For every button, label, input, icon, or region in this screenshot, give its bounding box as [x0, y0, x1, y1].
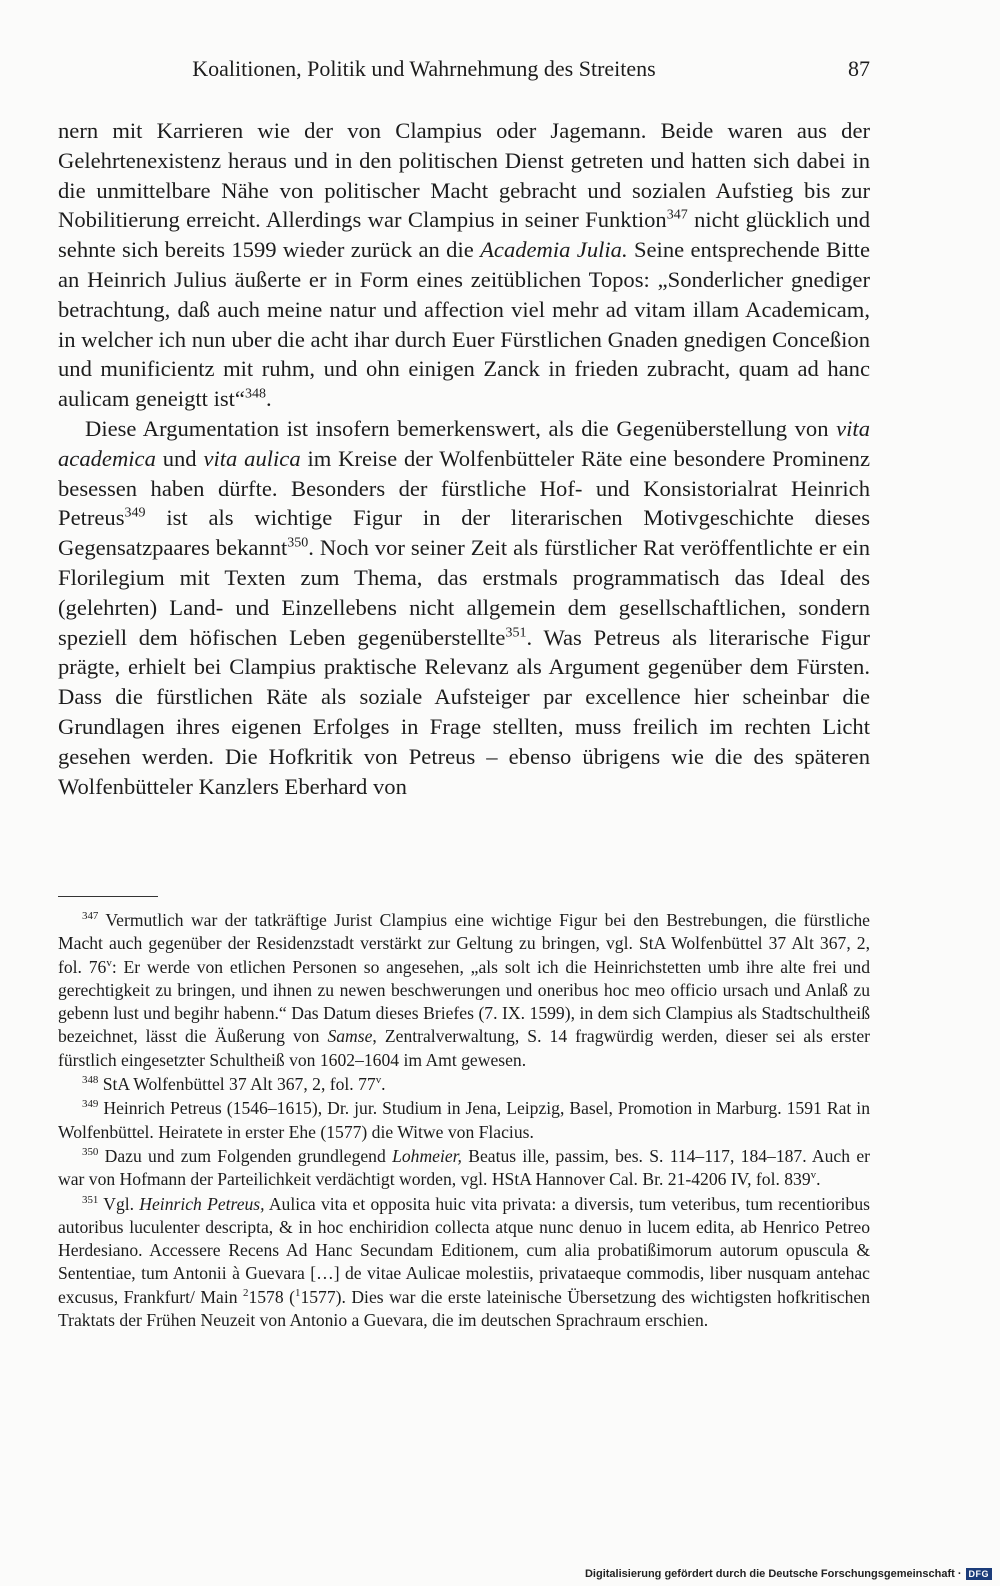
italic-author: Heinrich Petreus, — [139, 1193, 265, 1214]
digitization-footer — [585, 1568, 992, 1580]
footnote-number: 350 — [82, 1146, 99, 1159]
footnote-number: 349 — [82, 1098, 99, 1111]
text-run: . — [265, 386, 272, 412]
text-run: : Er werde von etlichen Personen so angesehen, „als solt ich die Heinrichstetten umb ihre alte frei und gerechtigkeit zu bringen, und ihnen zu newen beschwerungen und oneribus hoc meo officio ursach und Anlaß zu gebenn lust und begihr habenn.“ Das Datum dieses Briefes (7. IX. 1599), in dem sich Clampius als Stadtschultheiß bezeichnet, lässt die Äußerung von — [58, 956, 871, 1047]
paragraph-1 — [58, 116, 870, 414]
footnote-number: 348 — [82, 1074, 99, 1087]
dfg-logo: DFG — [966, 1568, 993, 1580]
text-run: StA Wolfenbüttel 37 Alt 367, 2, fol. 77 — [98, 1074, 376, 1095]
footnote-349 — [58, 1097, 870, 1144]
footnote-348 — [58, 1073, 870, 1096]
italic-term: Academia Julia. — [480, 237, 628, 263]
text-run: Heinrich Petreus (1546–1615), Dr. jur. Studium in Jena, Leipzig, Basel, Promotion in Marburg. 1591 Rat in Wolfenbüttel. Heiratete in erster Ehe (1577) die Witwe von Flacius. — [58, 1098, 870, 1142]
text-run: im Kreise der Wolfenbütteler Räte eine besondere Prominenz besessen haben dürfte. Besonders der fürstliche Hof- und Konsistorialrat Heinrich Petreus — [58, 445, 870, 531]
text-run: , Zentralverwaltung, S. 14 fragwürdig werden, dieser sei als erster fürstlich eingesetzter Schultheiß von 1602–1604 im Amt gewesen. — [58, 1026, 870, 1070]
footnote-ref-349: 349 — [124, 505, 146, 521]
text-run: Vgl. — [98, 1193, 140, 1214]
running-title: Koalitionen, Politik und Wahrnehmung des Streitens — [192, 56, 656, 81]
text-run: . — [381, 1074, 386, 1095]
footnote-ref-351: 351 — [505, 625, 527, 641]
superscript: 2 — [243, 1286, 249, 1299]
paragraph-2 — [58, 414, 870, 801]
text-run: . Was Petreus als literarische Figur prägte, erhielt bei Clampius praktische Relevanz als Argument gegenüber dem Fürsten. Dass die fürstlichen Räte als soziale Aufsteiger par excellence hier scheinbar die Grundlagen ihres eigenen Erfolges in Frage stellten, muss freilich im rechten Licht gesehen werden. Die Hofkritik von Petreus – ebenso übrigens wie die des späteren Wolfenbütteler Kanzlers Eberhard von — [58, 624, 870, 799]
funding-credit: Digitalisierung gefördert durch die Deutsche Forschungsgemeinschaft · — [584, 1568, 962, 1580]
text-run: und — [155, 445, 204, 471]
footnote-separator — [58, 896, 158, 897]
footnote-ref-350: 350 — [287, 535, 309, 551]
text-run: . — [816, 1169, 821, 1190]
footnote-ref-347: 347 — [666, 207, 688, 223]
text-run: 1577). Dies war die erste lateinische Übersetzung des wichtigsten hofkritischen Traktats der Frühen Neuzeit von Antonio a Guevara, die im deutschen Sprachraum erschien. — [58, 1286, 870, 1331]
footnote-351 — [58, 1193, 870, 1333]
superscript: v — [810, 1169, 817, 1182]
text-run: Vermutlich war der tatkräftige Jurist Clampius eine wichtige Figur bei den Bestrebungen, die fürstliche Macht auch gegenüber der Residenzstadt verstärkt zur Geltung zu bringen, vgl. StA Wolfenbüttel 37 Alt 367, 2, fol. 76 — [58, 910, 870, 977]
text-run: nern mit Karrieren wie der von Clampius oder Jagemann. Beide waren aus der Gelehrtenexistenz heraus und in den politischen Dienst getreten und hatten sich dabei in die unmittelbare Nähe von politischer Macht gebracht und sozialen Aufstieg bis zur Nobilitierung erreicht. Allerdings war Clampius in seiner Funktion — [58, 118, 870, 233]
italic-term: vita academica — [58, 415, 870, 471]
superscript: v — [375, 1074, 382, 1087]
text-run: Aulica vita et opposita huic vita privata: a diversis, tum veteribus, tum recentioribus autoribus luculenter descripta, & in hoc enchiridion collecta atque nunc denuo in lucem edita, ab Henrico Petreo Herdesiano. Accessere Recens Ad Hanc Secundam Editionem, cum alia probatißimorum autorum opuscula & Sententiae, tum Antonii à Guevara […] de vitae Aulicae molestiis, privataeque commodis, liber nusquam antehac excusus, Frankfurt/ Main — [58, 1193, 870, 1307]
text-run: Diese Argumentation ist insofern bemerkenswert, als die Gegenüberstellung von — [85, 415, 837, 441]
text-run: Beatus ille, passim, bes. S. 114–117, 184–187. Auch er war von Hofmann der Parteilichkeit verdächtigt worden, vgl. HStA Hannover Cal. Br. 21-4206 IV, fol. 839 — [58, 1145, 870, 1190]
body-text — [58, 116, 870, 801]
footnote-number: 351 — [82, 1193, 99, 1206]
text-run: nicht glücklich und sehnte sich bereits 1599 wieder zurück an die — [58, 207, 870, 263]
text-run: Dazu und zum Folgenden grundlegend — [98, 1145, 393, 1166]
superscript: 1 — [294, 1286, 301, 1299]
footnote-number: 347 — [82, 910, 99, 923]
italic-author: Lohmeier, — [392, 1145, 462, 1166]
text-run: 1578 ( — [248, 1286, 295, 1307]
italic-term: vita aulica — [203, 445, 301, 471]
text-run: Seine entsprechende Bitte an Heinrich Julius äußerte er in Form eines zeitüblichen Topos: „Sonderlicher gnediger betrachtung, daß auch meine natur und affection viel mehr ad vitam illam Academicam, in welcher ich nun uber die acht ihar durch Euer Fürstlichen Gnaden gnedigen Conceßion und munificientz mit ruhm, und ohn einigen Zanck in frieden zubracht, quam ad hanc aulicam geneigtt ist“ — [58, 237, 870, 412]
footnotes — [58, 909, 870, 1333]
footnote-ref-348: 348 — [244, 386, 266, 402]
text-run: ist als wichtige Figur in der literarischen Motivgeschichte dieses Gegensatzpaares bekannt — [58, 505, 870, 561]
footnote-350 — [58, 1145, 870, 1192]
italic-author: Samse — [327, 1026, 373, 1047]
text-run: . Noch vor seiner Zeit als fürstlicher Rat veröffentlichte er ein Florilegium mit Texten zum Thema, das erstmals programmatisch das Ideal des (gelehrten) Land- und Einzellebens nicht allgemein dem gesellschaftlichen, sondern speziell dem höfischen Leben gegenüberstellte — [58, 535, 870, 650]
page-number: 87 — [848, 56, 870, 81]
footnote-347 — [58, 909, 870, 1072]
running-header — [58, 56, 870, 86]
superscript: v — [106, 956, 112, 969]
